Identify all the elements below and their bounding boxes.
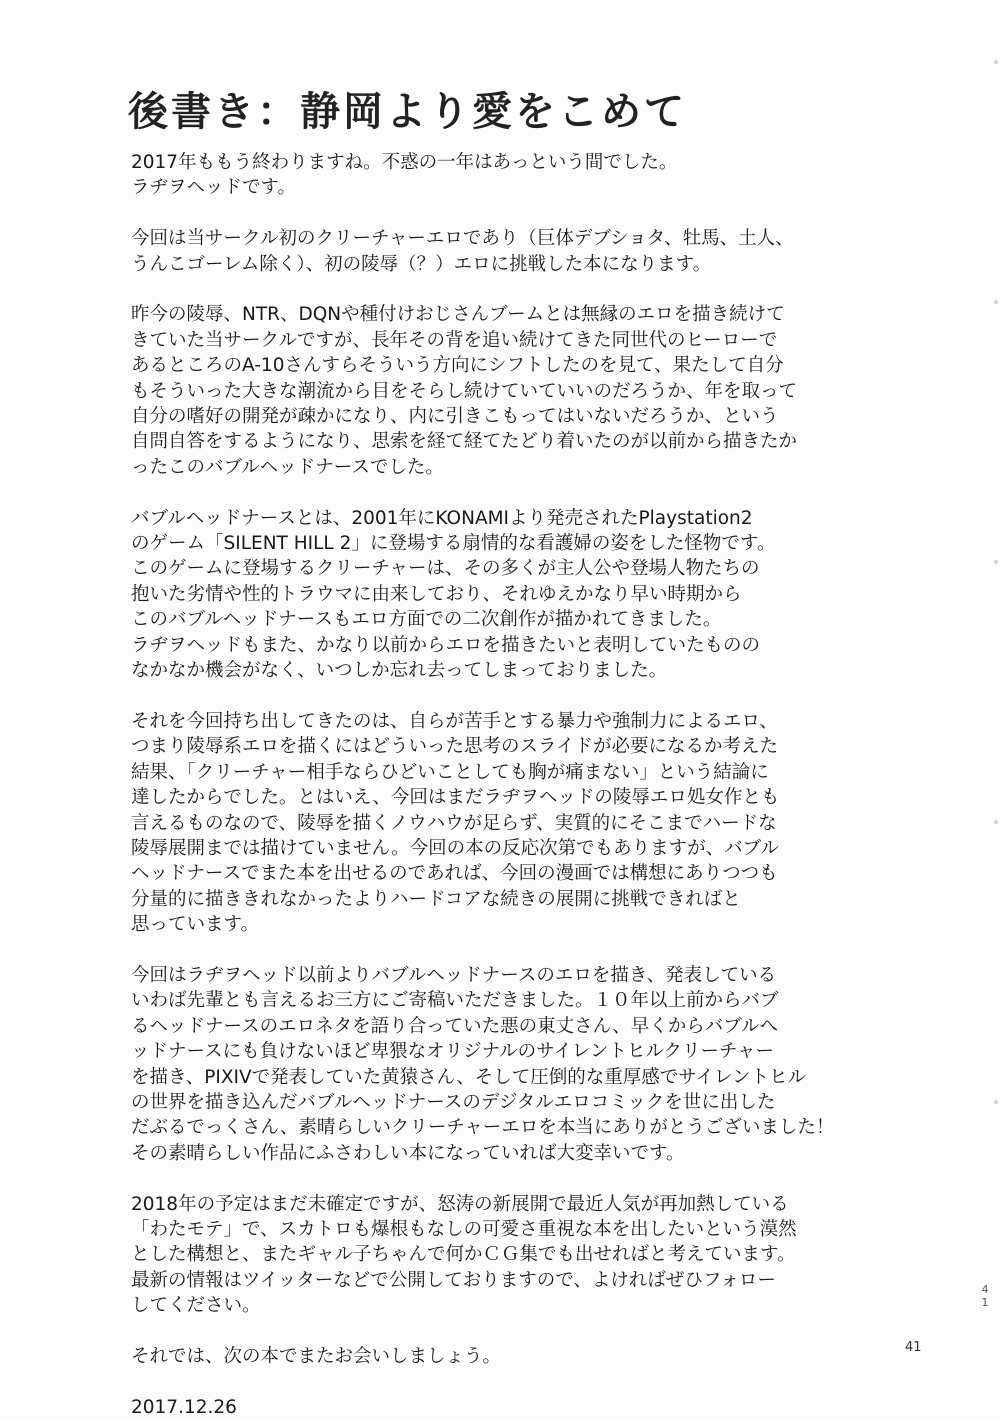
side-page-digit: 1 (981, 1296, 989, 1309)
scan-edge-mark (994, 60, 998, 64)
paragraph-8 (131, 1344, 851, 1369)
text-line: してください。 (131, 1295, 261, 1317)
text-line: 昨今の陵辱、NTR、DQNや種付けおじさんブームとは無縁のエロを描き続けて (131, 304, 785, 326)
side-page-number (978, 1283, 992, 1309)
scan-edge-mark (994, 300, 998, 304)
paragraph-3 (131, 302, 851, 480)
text-line: ッドナースにも負けないほど卑猥なオリジナルのサイレントヒルクリーチャー (131, 1041, 774, 1063)
text-line: 達したからでした。とはいえ、今回はまだラヂヲヘッドの陵辱エロ処女作とも (131, 787, 780, 809)
text-line: のゲーム「SILENT HILL 2」に登場する扇情的な看護婦の姿をした怪物です。 (131, 533, 776, 555)
text-line: 自分の嗜好の開発が疎かになり、内に引きこもってはいないだろうか、という (131, 406, 779, 428)
date-text: 2017.12.26 (131, 1396, 237, 1418)
paragraph-6 (131, 963, 851, 1166)
side-page-digit: 4 (981, 1283, 989, 1296)
paragraph-2 (131, 226, 851, 277)
text-line: 2018年の予定はまだ未確定ですが、怒涛の新展開で最近人気が再加熱している (131, 1193, 789, 1215)
text-line: だぶるでっくさん、素晴らしいクリーチャーエロを本当にありがとうございました！ (131, 1117, 835, 1139)
text-line: いわば先輩とも言えるお三方にご寄稿いただきました。１０年以上前からバブ (131, 990, 779, 1012)
text-line: ったこのバブルヘッドナースでした。 (131, 456, 444, 478)
text-line: 2017年ももう終わりますね。不惑の一年はあっという間でした。 (131, 152, 678, 173)
text-line: 陵辱展開までは描けていません。今回の本の反応次第でもありますが、バブル (131, 837, 779, 859)
text-line: 最新の情報はツイッターなどで公開しておりますので、よければぜひフォロー (131, 1269, 776, 1291)
text-line: このバブルヘッドナースもエロ方面での二次創作が描かれてきました。 (131, 609, 722, 631)
afterword-body (131, 150, 851, 1420)
text-line: あるところのA-10さんすらそういう方向にシフトしたのを見て、果たして自分 (131, 355, 784, 377)
text-line: 結果、「クリーチャー相手ならひどいことしても胸が痛まない」という結論に (131, 761, 769, 783)
text-line: 思っています。 (131, 914, 260, 936)
text-line: ラヂヲヘッドもまた、かなり以前からエロを描きたいと表明していたものの (131, 634, 761, 656)
text-line: 今回は当サークル初のクリーチャーエロであり（巨体デブショタ、牡馬、土人、 (131, 228, 794, 250)
text-line: 自問自答をするようになり、思索を経て経てたどり着いたのが以前から描きたか (131, 431, 798, 453)
text-line: それを今回持ち出してきたのは、自らが苦手とする暴力や強制力によるエロ、 (131, 710, 778, 732)
text-line: バブルヘッドナースとは、2001年にKONAMIより発売されたPlaystation2 (131, 507, 753, 529)
text-line: 分量的に描ききれなかったよりハードコアな続きの展開に挑戦できればと (131, 888, 741, 910)
text-line: もそういった大きな潮流から目をそらし続けていていいのだろうか、年を取って (131, 380, 798, 402)
text-line: を描き、PIXIVで発表していた黄猿さん、そして圧倒的な重厚感でサイレントヒル (131, 1066, 807, 1088)
text-line: 言えるものなので、陵辱を描くノウハウが足らず、実質的にそこまでハードな (131, 812, 777, 834)
text-line: ヘッドナースでまた本を出せるのであれば、今回の漫画では構想にありつつも (131, 863, 778, 885)
page-number: 41 (905, 1340, 922, 1355)
text-line: なかなか機会がなく、いつしか忘れ去ってしまっておりました。 (131, 660, 668, 682)
scan-edge-mark (994, 820, 998, 824)
text-line: 「わたモテ」で、スカトロも爆根もなしの可愛さ重視な本を出したいという漠然 (131, 1218, 797, 1240)
text-line: の世界を描き込んだバブルヘッドナースのデジタルエロコミックを世に出した (131, 1091, 776, 1113)
text-line: つまり陵辱系エロを描くにはどういった思考のスライドが必要になるか考えた (131, 736, 778, 758)
paragraph-7 (131, 1192, 851, 1319)
text-line: きていた当サークルですが、長年その背を追い続けてきた同世代のヒーローで (131, 329, 778, 351)
text-line: 抱いた劣情や性的トラウマに由来しており、それゆえかなり早い時期から (131, 583, 742, 605)
text-line: その素晴らしい作品にふさわしい本になっていれば大変幸いです。 (131, 1142, 685, 1164)
paragraph-1 (131, 150, 851, 201)
text-line: このゲームに登場するクリーチャーは、その多くが主人公や登場人物たちの (131, 558, 760, 580)
paragraph-4 (131, 506, 851, 684)
text-line: とした構想と、またギャル子ちゃんで何かＣＧ集でも出せればと考えています。 (131, 1244, 796, 1266)
text-line: うんこゴーレム除く）、初の陵辱（？）エロに挑戦した本になります。 (131, 253, 712, 275)
paragraph-5 (131, 709, 851, 938)
text-line: るヘッドナースのエロネタを語り合っていた悪の東丈さん、早くからバブルへ (131, 1015, 778, 1037)
text-line: それでは、次の本でまたお会いしましょう。 (131, 1345, 502, 1367)
scan-edge-mark (994, 1100, 998, 1104)
page-title: 後書き：静岡より愛をこめて (128, 88, 687, 135)
text-line: ラヂヲヘッドです。 (131, 177, 297, 199)
text-line: 今回はラヂヲヘッド以前よりバブルヘッドナースのエロを描き、発表している (131, 964, 777, 986)
scan-edge-mark (994, 560, 998, 564)
